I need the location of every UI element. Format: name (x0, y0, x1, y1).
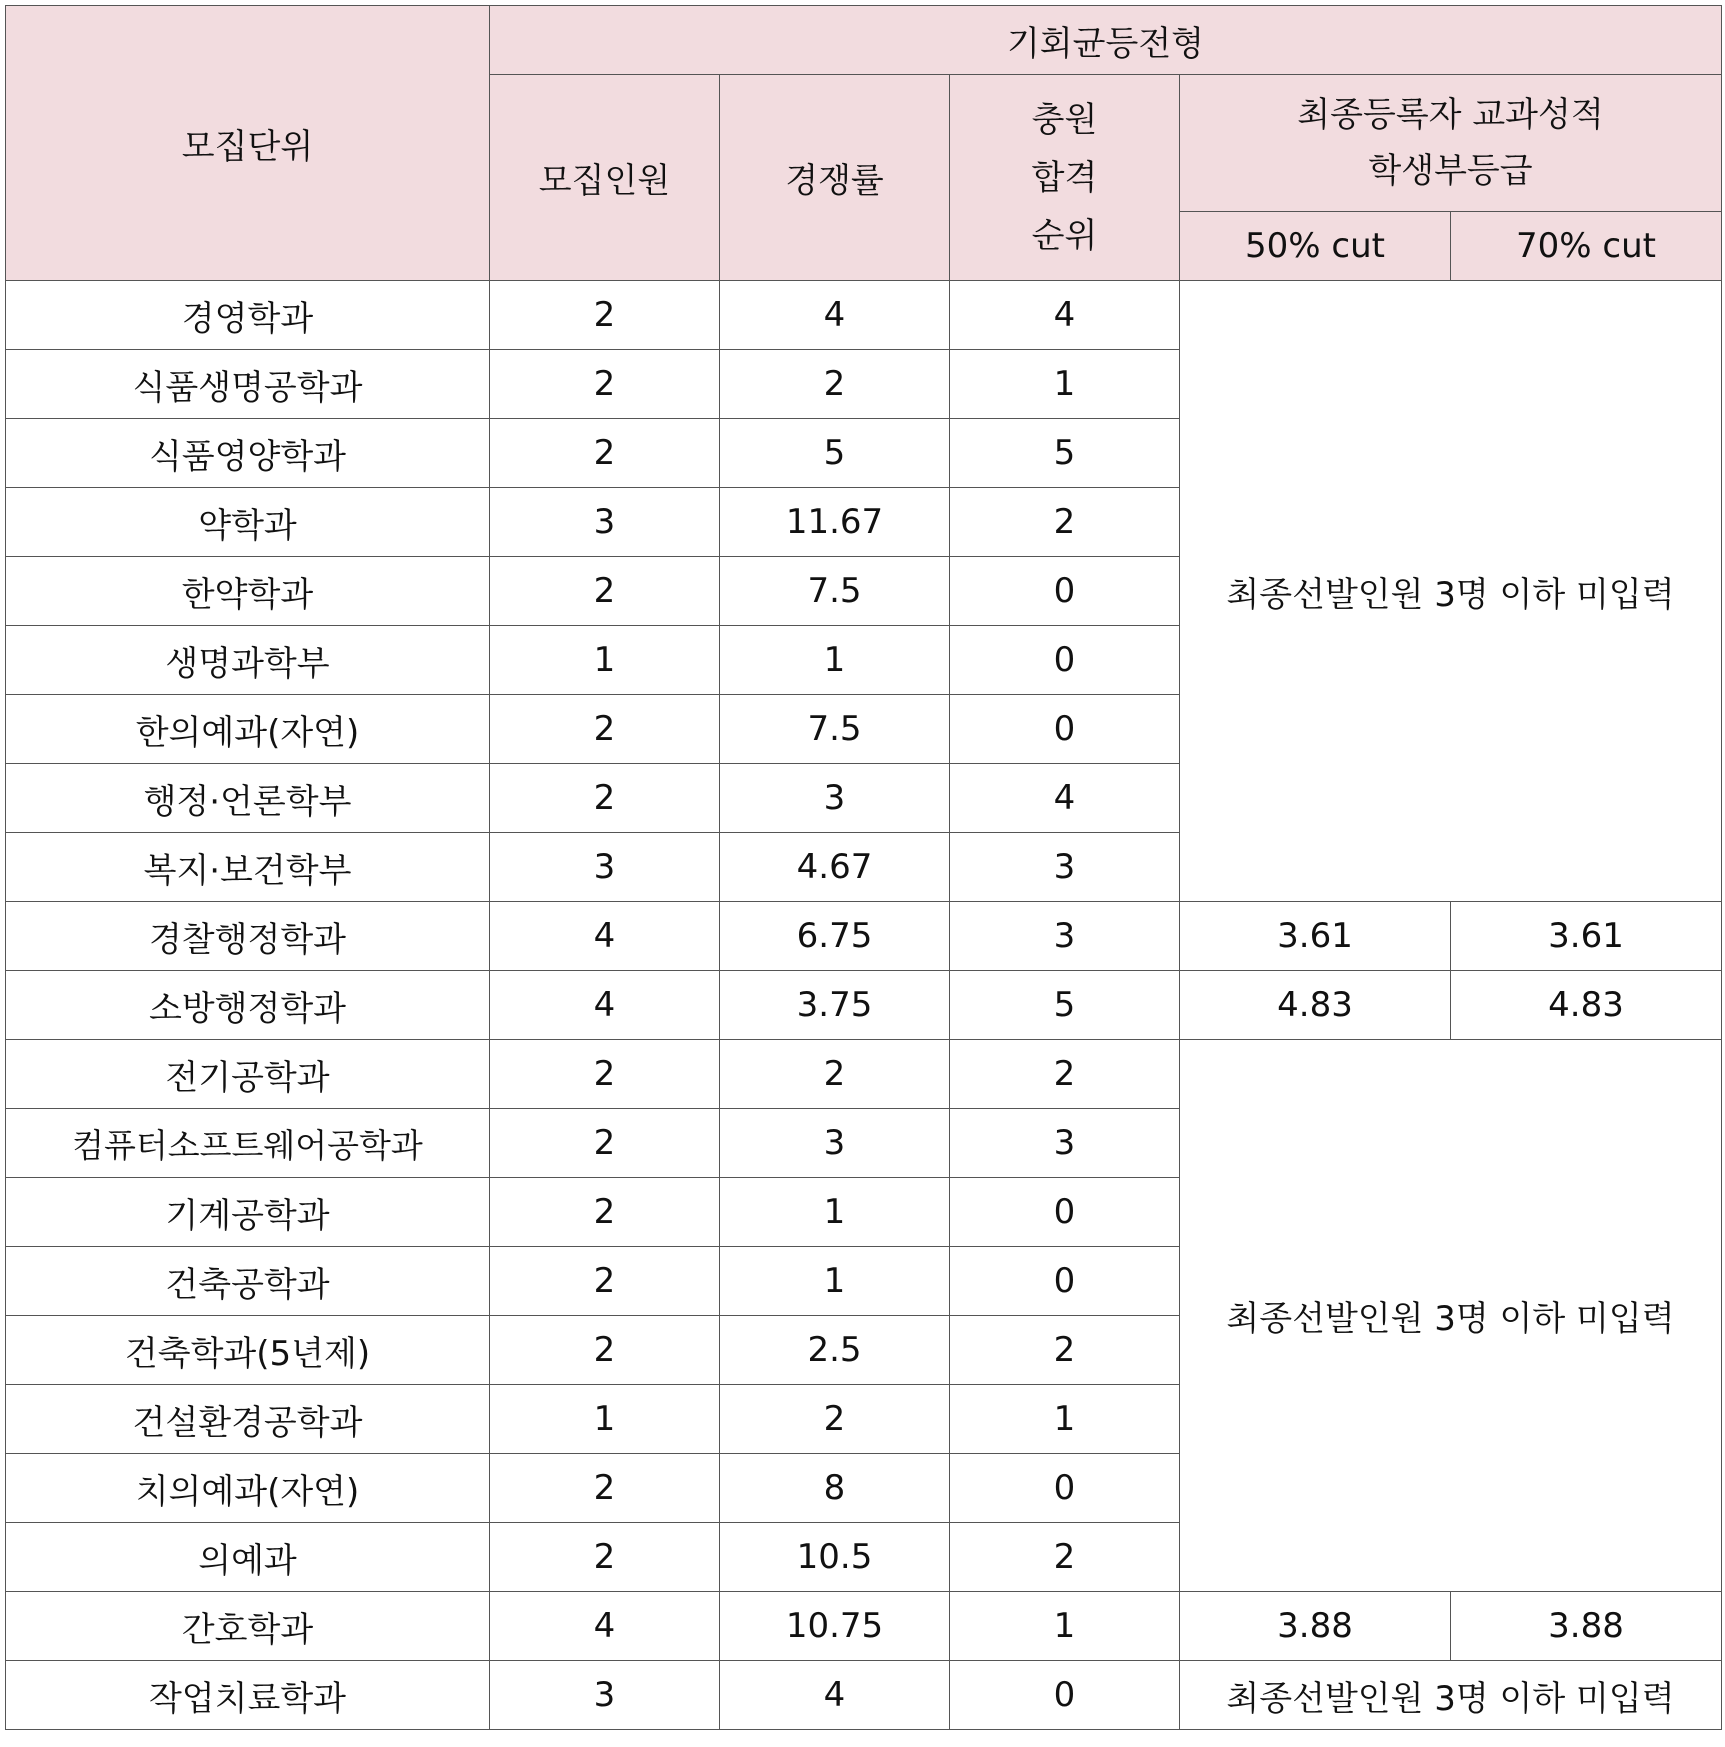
cell-competition: 6.75 (720, 902, 950, 971)
cell-rank: 3 (950, 902, 1180, 971)
table-row (6, 281, 1722, 350)
cell-quota: 2 (490, 1316, 720, 1385)
cell-quota: 2 (490, 419, 720, 488)
cell-unit: 기계공학과 (6, 1178, 490, 1247)
cell-unit: 식품영양학과 (6, 419, 490, 488)
cell-cut50: 3.61 (1180, 902, 1451, 971)
cell-rank: 0 (950, 1661, 1180, 1730)
cell-unit: 건축공학과 (6, 1247, 490, 1316)
cell-quota: 2 (490, 1454, 720, 1523)
cell-note: 최종선발인원 3명 이하 미입력 (1180, 1661, 1722, 1730)
cell-rank: 0 (950, 1247, 1180, 1316)
cell-quota: 3 (490, 833, 720, 902)
cell-competition: 4 (720, 281, 950, 350)
cell-unit: 생명과학부 (6, 626, 490, 695)
cell-competition: 4 (720, 1661, 950, 1730)
cell-competition: 8 (720, 1454, 950, 1523)
cell-rank: 1 (950, 1592, 1180, 1661)
cell-unit: 한의예과(자연) (6, 695, 490, 764)
cell-competition: 11.67 (720, 488, 950, 557)
cell-rank: 2 (950, 488, 1180, 557)
header-competition: 경쟁률 (720, 75, 950, 281)
table-row (6, 1661, 1722, 1730)
header-rank-line2: 합격 (1031, 157, 1098, 198)
header-unit: 모집단위 (6, 6, 490, 281)
cell-unit: 경영학과 (6, 281, 490, 350)
cell-rank: 1 (950, 1385, 1180, 1454)
cell-quota: 3 (490, 488, 720, 557)
header-cut50: 50% cut (1180, 212, 1451, 281)
cell-quota: 2 (490, 1523, 720, 1592)
cell-rank: 0 (950, 557, 1180, 626)
cell-competition: 1 (720, 1247, 950, 1316)
cell-rank: 0 (950, 1178, 1180, 1247)
cell-cut70: 4.83 (1451, 971, 1722, 1040)
table-row (6, 1040, 1722, 1109)
cell-rank: 4 (950, 281, 1180, 350)
cell-cut70: 3.61 (1451, 902, 1722, 971)
header-quota: 모집인원 (490, 75, 720, 281)
cell-quota: 1 (490, 626, 720, 695)
header-rank-line1: 충원 (1031, 99, 1098, 140)
cell-unit: 행정·언론학부 (6, 764, 490, 833)
cell-unit: 작업치료학과 (6, 1661, 490, 1730)
cell-unit: 건설환경공학과 (6, 1385, 490, 1454)
cell-cut70: 3.88 (1451, 1592, 1722, 1661)
cell-cut50: 3.88 (1180, 1592, 1451, 1661)
cell-competition: 5 (720, 419, 950, 488)
table-body (6, 281, 1722, 1730)
cell-quota: 2 (490, 764, 720, 833)
header-rank-line3: 순위 (1031, 215, 1098, 256)
cell-competition: 7.5 (720, 695, 950, 764)
cell-rank: 0 (950, 1454, 1180, 1523)
cell-quota: 4 (490, 1592, 720, 1661)
cell-competition: 7.5 (720, 557, 950, 626)
cell-unit: 건축학과(5년제) (6, 1316, 490, 1385)
cell-unit: 간호학과 (6, 1592, 490, 1661)
cell-competition: 2 (720, 350, 950, 419)
cell-rank: 0 (950, 695, 1180, 764)
cell-rank: 2 (950, 1523, 1180, 1592)
cell-unit: 의예과 (6, 1523, 490, 1592)
cell-quota: 4 (490, 902, 720, 971)
cell-unit: 식품생명공학과 (6, 350, 490, 419)
cell-quota: 1 (490, 1385, 720, 1454)
cell-quota: 2 (490, 557, 720, 626)
header-grade-line1: 최종등록자 교과성적 (1297, 95, 1604, 135)
cell-competition: 1 (720, 626, 950, 695)
cell-unit: 약학과 (6, 488, 490, 557)
cell-competition: 2 (720, 1385, 950, 1454)
cell-unit: 컴퓨터소프트웨어공학과 (6, 1109, 490, 1178)
cell-competition: 2 (720, 1040, 950, 1109)
cell-quota: 2 (490, 350, 720, 419)
cell-quota: 4 (490, 971, 720, 1040)
cell-competition: 3.75 (720, 971, 950, 1040)
table-row (6, 902, 1722, 971)
header-grade-line2: 학생부등급 (1368, 151, 1533, 191)
cell-rank: 4 (950, 764, 1180, 833)
cell-quota: 3 (490, 1661, 720, 1730)
cell-quota: 2 (490, 281, 720, 350)
cell-unit: 치의예과(자연) (6, 1454, 490, 1523)
cell-rank: 3 (950, 833, 1180, 902)
header-group-title: 기회균등전형 (490, 6, 1722, 75)
cell-unit: 소방행정학과 (6, 971, 490, 1040)
cell-competition: 2.5 (720, 1316, 950, 1385)
cell-unit: 경찰행정학과 (6, 902, 490, 971)
cell-competition: 1 (720, 1178, 950, 1247)
cell-note: 최종선발인원 3명 이하 미입력 (1180, 1040, 1722, 1592)
cell-rank: 2 (950, 1040, 1180, 1109)
cell-quota: 2 (490, 695, 720, 764)
table-row (6, 971, 1722, 1040)
cell-rank: 1 (950, 350, 1180, 419)
cell-rank: 0 (950, 626, 1180, 695)
header-rank (950, 75, 1180, 281)
cell-quota: 2 (490, 1040, 720, 1109)
header-cut70: 70% cut (1451, 212, 1722, 281)
cell-note: 최종선발인원 3명 이하 미입력 (1180, 281, 1722, 902)
cell-unit: 한약학과 (6, 557, 490, 626)
cell-competition: 3 (720, 1109, 950, 1178)
table-header (6, 6, 1722, 281)
cell-competition: 4.67 (720, 833, 950, 902)
cell-rank: 3 (950, 1109, 1180, 1178)
cell-cut50: 4.83 (1180, 971, 1451, 1040)
cell-rank: 2 (950, 1316, 1180, 1385)
cell-unit: 복지·보건학부 (6, 833, 490, 902)
cell-rank: 5 (950, 971, 1180, 1040)
cell-rank: 5 (950, 419, 1180, 488)
cell-competition: 3 (720, 764, 950, 833)
cell-quota: 2 (490, 1109, 720, 1178)
admissions-results-table (5, 5, 1722, 1730)
cell-quota: 2 (490, 1178, 720, 1247)
header-grade (1180, 75, 1722, 212)
table-row (6, 1592, 1722, 1661)
cell-unit: 전기공학과 (6, 1040, 490, 1109)
cell-competition: 10.5 (720, 1523, 950, 1592)
cell-quota: 2 (490, 1247, 720, 1316)
cell-competition: 10.75 (720, 1592, 950, 1661)
